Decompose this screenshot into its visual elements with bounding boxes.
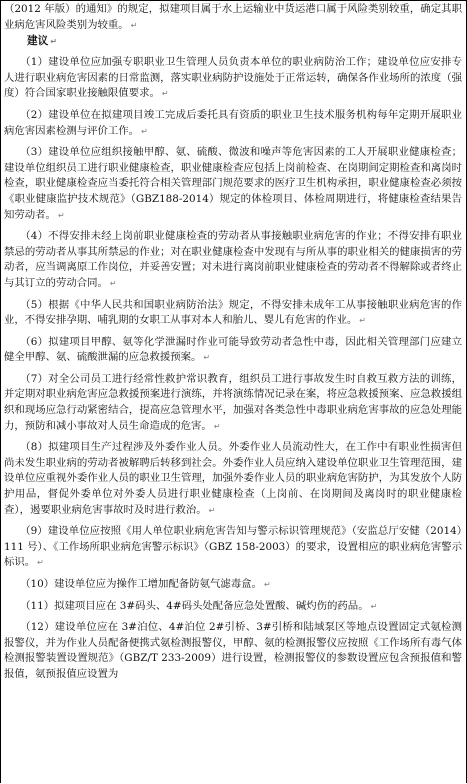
paragraph-mark-icon: ↵ (370, 601, 378, 611)
paragraph-mark-icon: ↵ (37, 558, 44, 568)
paragraph-mark-icon: ↵ (130, 20, 138, 30)
recommendation-6: （6）拟建项目甲醇、氨等化学泄漏时作业可能导致劳动者急性中毒，因此相关管理部门应建立健全甲醇、氨、硫酸泄漏的应急救援预案。 ↵ (4, 335, 462, 364)
paragraph-mark-icon: ↵ (359, 316, 366, 326)
recommendation-1: （1）建设单位应加强专职职业卫生管理人员负责本单位的职业病防治工作；建设单位应安排专人进行职业病危害因素的日常监测，落实职业病防护设施处于正常运转，确保各作业场所的浓度（强度）符合国家职业接触限值要求。 ↵ (4, 56, 462, 100)
paragraph-mark-icon: ↵ (141, 126, 148, 136)
recommendation-11: （11）拟建项目应在 3#码头、4#码头处配备应急处置酸、碱灼伤的药品。 ↵ (20, 599, 378, 612)
recommendation-7: （7）对全公司员工进行经常性救护常识教育，组织员工进行事故发生时自救互救方法的训练，并定期对职业病危害应急救援预案进行演练，并将演练情况记录在案，将应急救援预案、应急救援组织和现场应急行动紧密结合，提高应急管理水平，加强对各类急性中毒职业病危害事故的应急处理能力，预防和减小事故对人员生命造成的危害。 ↵ (4, 372, 462, 432)
section-heading: 建议 ↵ (27, 35, 57, 48)
recommendation-12: （12）建设单位应在 3#泊位、4#泊位 2#引桥、3#引桥和陆域泵区等地点设置固定式氨检测报警仪，并为作业人员配备便携式氨检测报警仪，甲醇、氨的检测报警仪应按照《工作场所有毒气体检测报警装置设置规范》（GBZ/T 233-2009）进行设置，检测报警仪的参数设置应包含预报值和警报值，氨预报值应设置为 (4, 621, 462, 680)
recommendation-2: （2）建设单位在拟建项目竣工完成后委托具有资质的职业卫生技术服务机构每年定期开展职业病危害因素检测与评价工作。 ↵ (4, 108, 462, 137)
paragraph-mark-icon: ↵ (213, 421, 221, 431)
paragraph-mark-icon: ↵ (50, 37, 57, 47)
intro-paragraph: （2012 年版）的通知》的规定，拟建项目属于水上运输业中货运港口属于风险类别较重，确定其职业病危害风险类别为较重。 ↵ (4, 3, 462, 31)
paragraph-mark-icon: ↵ (161, 89, 169, 99)
paragraph-mark-icon: ↵ (263, 580, 271, 589)
recommendation-9: （9）建设单位应按照《用人单位职业病危害告知与警示标识管理规范》（安监总厅安健（2014）111 号）、《工作场所职业病危害警示标识》（GBZ 158-2003）的要求，设置相应的职业病危害警示标识。 ↵ (4, 525, 462, 569)
recommendation-4: （4）不得安排未经上岗前职业健康检查的劳动者从事接触职业病危害的作业；不得安排有职业禁忌的劳动者从事其所禁忌的作业；对在职业健康检查中发现有与所从事的职业相关的健康损害的劳动者，应当调离原工作岗位，并妥善安置；对未进行离岗前职业健康检查的劳动者不得解除或者终止与其订立的劳动合同。 ↵ (4, 230, 462, 289)
recommendation-8: （8）拟建项目生产过程涉及外委作业人员。外委作业人员流动性大，在工作中有职业性损害但尚未发生职业病的劳动者被解聘后转移到社会。外委作业人员应纳入建设单位职业卫生管理范围，建设单位应重视外委作业人员的职业卫生管理，加强外委作业人员的职业病危害防护，为其发放个人防护用品，督促外委单位对外委人员进行职业健康检查（上岗前、在岗期间及离岗时的职业健康检查），遏要职业病危害事故时及时进行救治。 ↵ (4, 441, 462, 516)
paragraph-mark-icon: ↵ (208, 505, 216, 515)
recommendation-3: （3）建设单位应组织接触甲醇、氨、硫酸、微波和噪声等危害因素的工人开展职业健康检查；建设单位组织员工进行职业健康检查，职业健康检查应包括上岗前检查、在岗期间定期检查和离岗时检查，职业健康检查应当委托符合相关管理部门规范要求的医疗卫生机构承担，职业健康检查必须按《职业健康监护技术规范》（GBZ188-2014）规定的体检项目、体检周期进行，将健康检查结果告知劳动者。 ↵ (4, 146, 462, 221)
paragraph-mark-icon: ↵ (109, 278, 117, 288)
recommendation-5: （5）根据《中华人民共和国职业病防治法》规定，不得安排未成年工从事接触职业病危害的作业，不得安排孕期、哺乳期的女职工从事对本人和胎儿、婴儿有危害的作业。 ↵ (4, 298, 462, 327)
paragraph-mark-icon: ↵ (57, 210, 65, 220)
recommendation-10: （10）建设单位应为操作工增加配备防氨气滤毒盒。 ↵ (20, 578, 271, 590)
paragraph-mark-icon: ↵ (203, 353, 211, 363)
